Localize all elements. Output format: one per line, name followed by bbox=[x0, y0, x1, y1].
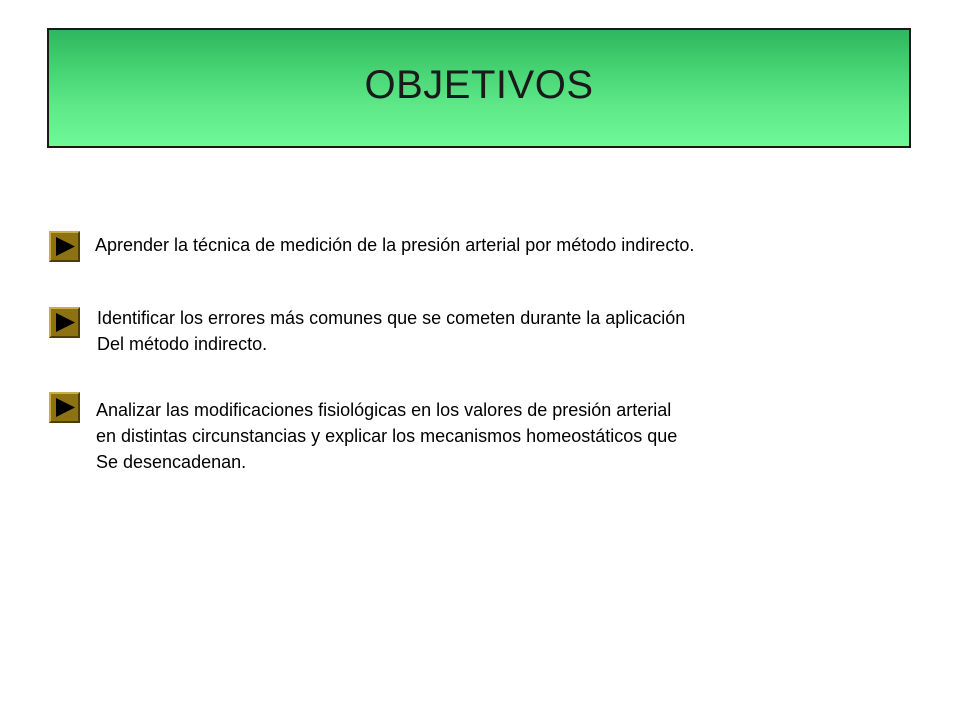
bullet-button-3[interactable] bbox=[49, 392, 80, 423]
objective-2-line-1: Identificar los errores más comunes que se cometen durante la aplicación bbox=[97, 308, 686, 328]
play-arrow-icon bbox=[51, 309, 78, 336]
slide-title: OBJETIVOS bbox=[364, 62, 594, 107]
title-banner bbox=[47, 28, 911, 148]
objective-3-line-2: en distintas circunstancias y explicar los mecanismos homeostáticos que bbox=[96, 426, 678, 446]
bullet-button-2[interactable] bbox=[49, 307, 80, 338]
bullet-button-1[interactable] bbox=[49, 231, 80, 262]
play-arrow-icon bbox=[51, 233, 78, 260]
objective-2-line-2: Del método indirecto. bbox=[97, 334, 268, 354]
objective-3 bbox=[96, 397, 677, 475]
objective-3-line-1: Analizar las modificaciones fisiológicas en los valores de presión arterial bbox=[96, 400, 672, 420]
objective-2 bbox=[97, 305, 685, 357]
objective-1 bbox=[95, 232, 694, 258]
objective-3-line-3: Se desencadenan. bbox=[96, 452, 247, 472]
objective-1-line-1: Aprender la técnica de medición de la presión arterial por método indirecto. bbox=[95, 235, 695, 255]
play-arrow-icon bbox=[51, 394, 78, 421]
